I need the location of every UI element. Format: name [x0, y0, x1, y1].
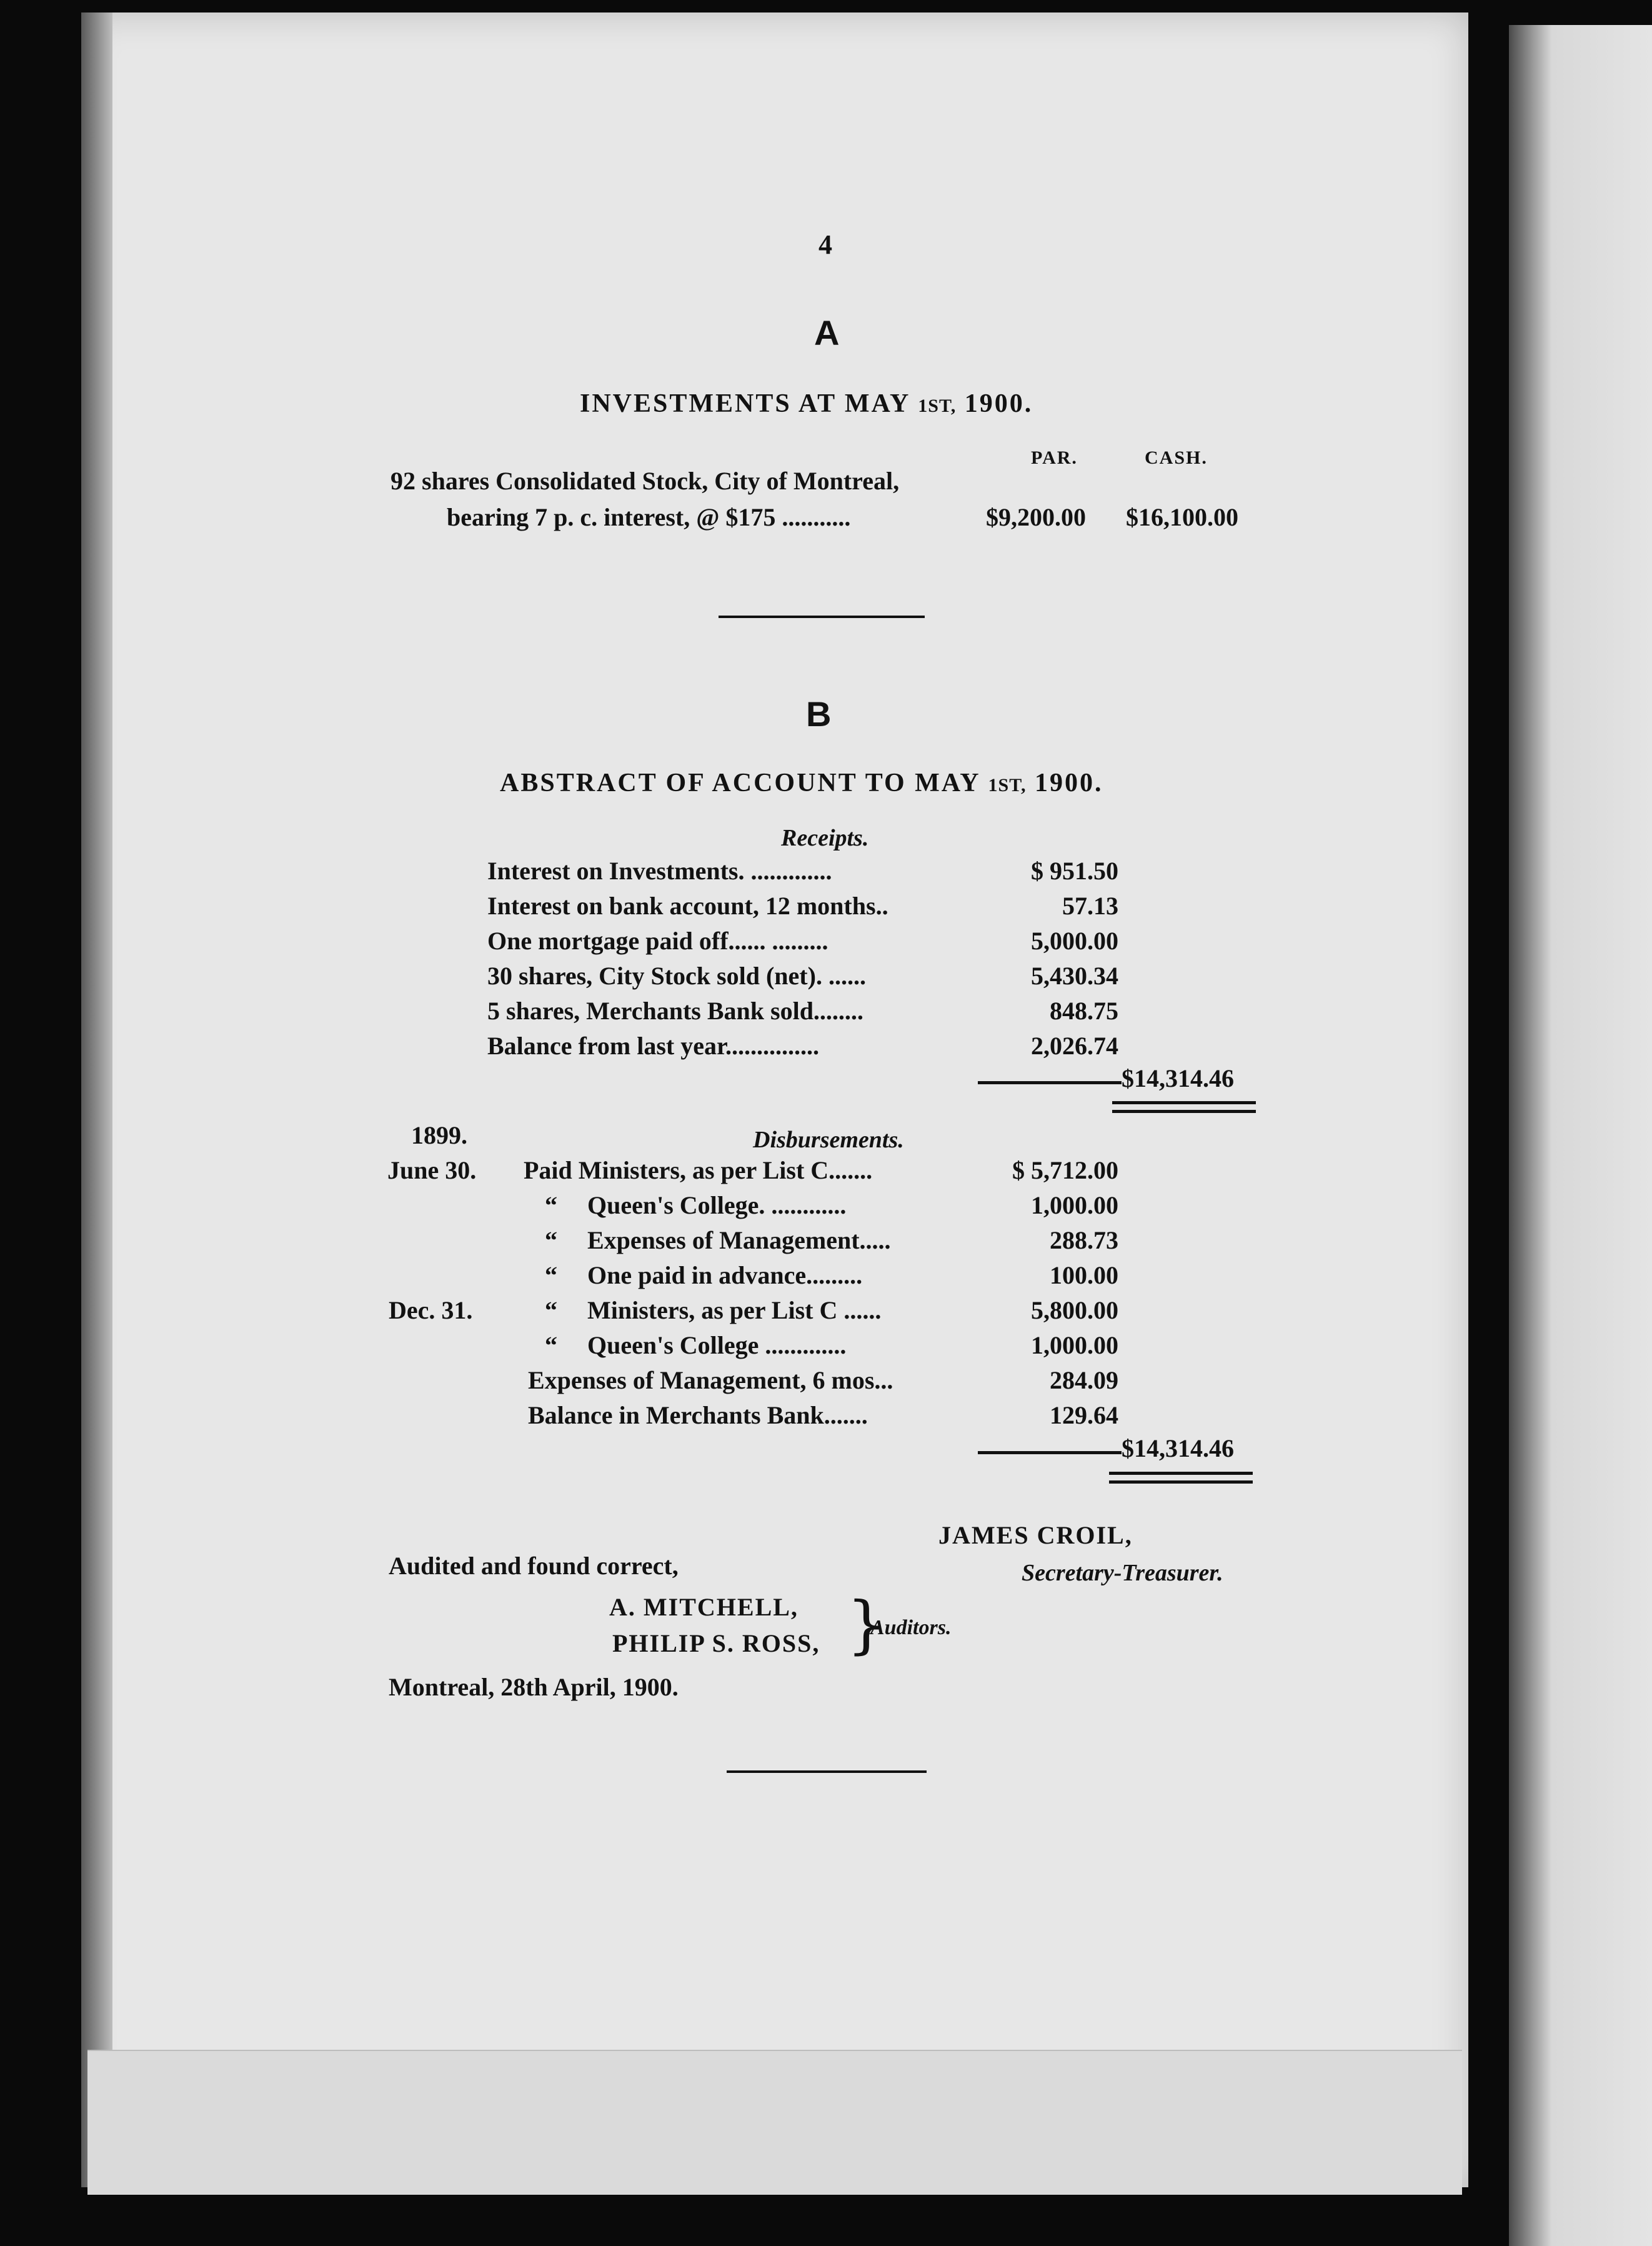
receipts-sum-rule [978, 1081, 1122, 1084]
ditto-mark: “ [545, 1226, 557, 1254]
page-bottom-fold [87, 2050, 1462, 2195]
disbursement-amount: 5,800.00 [1031, 1296, 1118, 1324]
receipt-label: 30 shares, City Stock sold (net). ...... [487, 962, 866, 990]
receipts-total: $14,314.46 [1122, 1064, 1234, 1092]
disbursements-sum-rule [978, 1451, 1122, 1454]
receipt-amount: 848.75 [1050, 997, 1118, 1025]
disbursement-label: Queen's College ............. [587, 1331, 847, 1359]
receipt-label: Balance from last year............... [487, 1032, 820, 1060]
disbursements-heading: Disbursements. [753, 1127, 904, 1153]
signer-name: JAMES CROIL, [938, 1521, 1133, 1549]
disbursement-amount: $ 5,712.00 [1012, 1156, 1118, 1184]
section-a-title-ord: 1ST, [918, 396, 957, 416]
section-a-title-main: INVESTMENTS AT MAY [580, 389, 910, 418]
year-label: 1899. [411, 1121, 467, 1149]
signer-title: Secretary-Treasurer. [1022, 1560, 1223, 1586]
disbursement-amount: 288.73 [1050, 1226, 1118, 1254]
ditto-mark: “ [545, 1191, 557, 1219]
section-divider-1 [719, 616, 925, 618]
investment-par-value: $9,200.00 [986, 503, 1086, 531]
ditto-mark: “ [545, 1261, 557, 1289]
investment-cash-value: $16,100.00 [1126, 503, 1238, 531]
disbursements-total-double-rule-bottom [1109, 1480, 1253, 1484]
disbursements-total-double-rule-top [1109, 1472, 1253, 1475]
auditors-label: Auditors. [870, 1616, 952, 1639]
disbursement-amount: 1,000.00 [1031, 1331, 1118, 1359]
disbursement-label: Paid Ministers, as per List C....... [524, 1156, 873, 1184]
auditors-brace: } [847, 1588, 887, 1661]
investment-line-2: bearing 7 p. c. interest, @ $175 ........... [447, 503, 851, 531]
disbursement-label: Expenses of Management, 6 mos... [528, 1366, 893, 1394]
section-b-title [500, 770, 1103, 796]
receipt-label: 5 shares, Merchants Bank sold........ [487, 997, 863, 1025]
receipt-label: Interest on Investments. ............. [487, 857, 832, 885]
receipts-heading: Receipts. [781, 825, 869, 851]
section-b-title-year: 1900. [1035, 769, 1103, 797]
section-b-letter: B [806, 694, 832, 734]
receipt-label: One mortgage paid off...... ......... [487, 927, 828, 955]
receipt-amount: 2,026.74 [1031, 1032, 1118, 1060]
section-a-title [580, 391, 1033, 417]
disbursement-date: June 30. [387, 1156, 477, 1184]
receipt-amount: 5,000.00 [1031, 927, 1118, 955]
disbursement-label: Expenses of Management..... [587, 1226, 891, 1254]
disbursement-amount: 1,000.00 [1031, 1191, 1118, 1219]
document-page [81, 12, 1468, 2187]
page-binding-edge [81, 12, 112, 2187]
receipts-total-double-rule-bottom [1112, 1110, 1256, 1113]
disbursement-date: Dec. 31. [389, 1296, 473, 1324]
section-divider-2 [727, 1770, 927, 1773]
disbursement-label: Queen's College. ............ [587, 1191, 847, 1219]
disbursement-label: Ministers, as per List C ...... [587, 1296, 882, 1324]
disbursement-amount: 100.00 [1050, 1261, 1118, 1289]
section-a-title-year: 1900. [964, 389, 1033, 418]
adjacent-page-edge [1509, 25, 1652, 2246]
col-cash-header: CASH. [1145, 447, 1208, 468]
disbursement-label: One paid in advance......... [587, 1261, 863, 1289]
disbursement-amount: 284.09 [1050, 1366, 1118, 1394]
col-par-header: PAR. [1031, 447, 1078, 468]
section-b-title-ord: 1ST, [988, 775, 1027, 796]
receipt-amount: 57.13 [1062, 892, 1118, 920]
audited-statement: Audited and found correct, [389, 1552, 679, 1580]
receipts-total-double-rule-top [1112, 1101, 1256, 1104]
section-b-title-main: ABSTRACT OF ACCOUNT TO MAY [500, 769, 980, 797]
place-and-date: Montreal, 28th April, 1900. [389, 1673, 679, 1701]
ditto-mark: “ [545, 1331, 557, 1359]
receipt-label: Interest on bank account, 12 months.. [487, 892, 888, 920]
disbursements-total: $14,314.46 [1122, 1434, 1234, 1462]
investment-line-1: 92 shares Consolidated Stock, City of Montreal, [391, 467, 900, 495]
disbursement-amount: 129.64 [1050, 1401, 1118, 1429]
auditor-name: PHILIP S. ROSS, [612, 1629, 820, 1657]
section-a-letter: A [814, 313, 840, 352]
auditor-name: A. MITCHELL, [609, 1593, 799, 1621]
receipt-amount: $ 951.50 [1031, 857, 1118, 885]
disbursement-label: Balance in Merchants Bank....... [528, 1401, 868, 1429]
receipt-amount: 5,430.34 [1031, 962, 1118, 990]
ditto-mark: “ [545, 1296, 557, 1324]
page-number: 4 [819, 229, 832, 260]
